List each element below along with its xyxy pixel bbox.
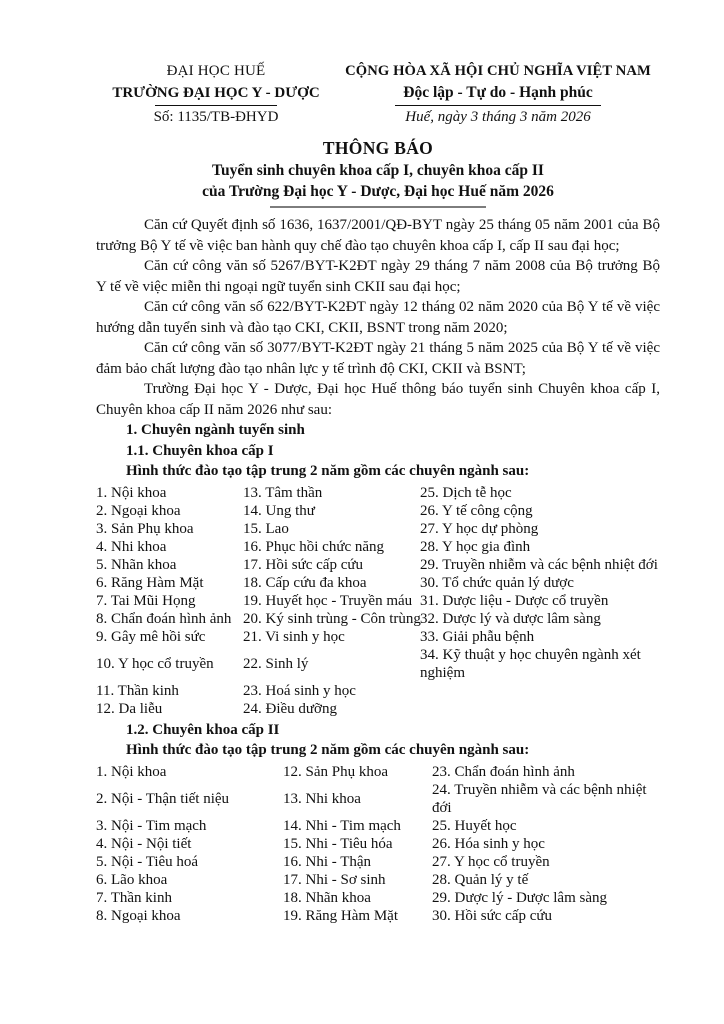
- specialty-item: 4. Nhi khoa: [96, 538, 167, 555]
- legal-basis-paragraph-4: Căn cứ công văn số 3077/BYT-K2ĐT ngày 21 tháng 5 năm 2025 của Bộ Y tế về việc đảm bảo chất lượng đào tạo nhân lực y tế trình độ CKI, CKII và BSNT;: [96, 340, 660, 377]
- specialty-item: 18. Cấp cứu đa khoa: [243, 574, 367, 591]
- document-number: Số: 1135/TB-ĐHYD: [153, 109, 279, 125]
- specialty-row: [96, 682, 660, 700]
- specialty-item: 10. Y học cổ truyền: [96, 655, 214, 672]
- section-1-1-heading: 1.1. Chuyên khoa cấp I: [126, 442, 274, 459]
- document-header: [96, 60, 660, 127]
- specialty-item: 27. Y học dự phòng: [420, 520, 539, 537]
- specialty-row: [96, 907, 660, 925]
- specialty-item: 4. Nội - Nội tiết: [96, 835, 192, 852]
- cki-specialties-list: [96, 484, 660, 718]
- specialty-row: [96, 610, 660, 628]
- specialty-item: 19. Răng Hàm Mặt: [283, 907, 398, 924]
- national-motto: Độc lập - Tự do - Hạnh phúc: [403, 84, 593, 101]
- specialty-item: 2. Ngoại khoa: [96, 502, 181, 519]
- org-name-underline: [155, 105, 277, 106]
- specialty-row: [96, 646, 660, 682]
- specialty-item: 18. Nhãn khoa: [283, 889, 371, 906]
- specialty-row: [96, 592, 660, 610]
- specialty-row: [96, 853, 660, 871]
- specialty-item: 30. Hồi sức cấp cứu: [432, 907, 552, 924]
- specialty-item: 28. Quản lý y tế: [432, 871, 529, 888]
- legal-basis-paragraph-1: Căn cứ Quyết định số 1636, 1637/2001/QĐ-BYT ngày 25 tháng 05 năm 2001 của Bộ trưởng Bộ Y tế về việc ban hành quy chế đào tạo chuyên khoa cấp I, cấp II sau đại học;: [96, 217, 660, 254]
- specialty-row: [96, 889, 660, 907]
- section-1-2-heading: 1.2. Chuyên khoa cấp II: [126, 721, 280, 738]
- document-title: THÔNG BÁO: [322, 138, 434, 158]
- specialty-row: [96, 835, 660, 853]
- title-separator-rule: [270, 206, 486, 208]
- specialty-row: [96, 871, 660, 889]
- document-subtitle-line1: Tuyển sinh chuyên khoa cấp I, chuyên khoa cấp II: [212, 162, 544, 179]
- specialty-item: 23. Hoá sinh y học: [243, 682, 356, 699]
- specialty-item: 23. Chẩn đoán hình ảnh: [432, 763, 575, 780]
- specialty-item: 16. Nhi - Thận: [283, 853, 372, 870]
- org-parent-name: ĐẠI HỌC HUẾ: [166, 63, 266, 79]
- document-title-block: [96, 136, 660, 208]
- document-subtitle-line2: của Trường Đại học Y - Dược, Đại học Huế năm 2026: [202, 183, 554, 200]
- place-and-date: Huế, ngày 3 tháng 3 năm 2026: [405, 109, 591, 125]
- specialty-item: 6. Lão khoa: [96, 871, 168, 888]
- specialty-row: [96, 520, 660, 538]
- specialty-item: 25. Dịch tễ học: [420, 484, 512, 501]
- specialty-item: 27. Y học cổ truyền: [432, 853, 550, 870]
- specialty-row: [96, 781, 660, 817]
- specialty-item: 2. Nội - Thận tiết niệu: [96, 790, 230, 807]
- specialty-row: [96, 556, 660, 574]
- specialty-item: 9. Gây mê hồi sức: [96, 628, 206, 645]
- specialty-item: 29. Dược lý - Dược lâm sàng: [432, 889, 608, 906]
- specialty-row: [96, 502, 660, 520]
- motto-underline: [395, 105, 601, 106]
- specialty-item: 7. Thần kinh: [96, 889, 172, 906]
- section-1-heading: 1. Chuyên ngành tuyển sinh: [126, 422, 305, 439]
- specialty-item: 3. Sản Phụ khoa: [96, 520, 194, 537]
- specialty-row: [96, 763, 660, 781]
- specialty-item: 28. Y học gia đình: [420, 538, 531, 555]
- specialty-item: 33. Giải phẫu bệnh: [420, 628, 535, 645]
- specialty-item: 5. Nhãn khoa: [96, 556, 177, 573]
- specialty-item: 31. Dược liệu - Dược cổ truyền: [420, 592, 609, 609]
- specialty-item: 13. Tâm thần: [243, 484, 323, 501]
- ckii-intro-line: Hình thức đào tạo tập trung 2 năm gồm các chuyên ngành sau:: [126, 742, 530, 759]
- specialty-row: [96, 817, 660, 835]
- specialty-row: [96, 628, 660, 646]
- specialty-item: 8. Chẩn đoán hình ảnh: [96, 610, 232, 627]
- national-header-block: [336, 60, 660, 127]
- specialty-item: 20. Ký sinh trùng - Côn trùng: [243, 610, 421, 627]
- specialty-item: 30. Tổ chức quản lý dược: [420, 574, 574, 591]
- specialty-item: 12. Da liễu: [96, 700, 163, 717]
- announcement-intro-paragraph: Trường Đại học Y - Dược, Đại học Huế thông báo tuyển sinh Chuyên khoa cấp I, Chuyên khoa cấp II năm 2026 như sau:: [96, 381, 660, 418]
- specialty-item: 15. Nhi - Tiêu hóa: [283, 835, 393, 852]
- issuing-org-block: [96, 60, 336, 127]
- specialty-row: [96, 700, 660, 718]
- specialty-row: [96, 574, 660, 592]
- specialty-item: 26. Y tế công cộng: [420, 502, 533, 519]
- specialty-item: 24. Truyền nhiễm và các bệnh nhiệt đới: [432, 781, 647, 816]
- specialty-item: 13. Nhi khoa: [283, 790, 361, 807]
- specialty-item: 14. Ung thư: [243, 502, 315, 519]
- document-body: [96, 215, 660, 925]
- specialty-item: 26. Hóa sinh y học: [432, 835, 545, 852]
- specialty-row: [96, 484, 660, 502]
- specialty-item: 29. Truyền nhiễm và các bệnh nhiệt đới: [420, 556, 658, 573]
- specialty-item: 6. Răng Hàm Mặt: [96, 574, 204, 591]
- specialty-item: 17. Nhi - Sơ sinh: [283, 871, 386, 888]
- specialty-item: 5. Nội - Tiêu hoá: [96, 853, 199, 870]
- specialty-item: 19. Huyết học - Truyền máu: [243, 592, 413, 609]
- specialty-item: 21. Vi sinh y học: [243, 628, 345, 645]
- legal-basis-paragraph-3: Căn cứ công văn số 622/BYT-K2ĐT ngày 12 tháng 02 năm 2020 của Bộ Y tế về việc hướng dẫn tuyển sinh và đào tạo CKI, CKII, BSNT trong năm 2020;: [96, 299, 660, 336]
- specialty-item: 32. Dược lý và dược lâm sàng: [420, 610, 601, 627]
- specialty-item: 8. Ngoại khoa: [96, 907, 181, 924]
- specialty-item: 1. Nội khoa: [96, 484, 167, 501]
- specialty-item: 12. Sản Phụ khoa: [283, 763, 388, 780]
- org-name: TRƯỜNG ĐẠI HỌC Y - DƯỢC: [112, 85, 320, 101]
- specialty-item: 7. Tai Mũi Họng: [96, 592, 196, 609]
- ckii-specialties-list: [96, 763, 660, 925]
- specialty-item: 22. Sinh lý: [243, 655, 309, 672]
- specialty-item: 34. Kỹ thuật y học chuyên ngành xét nghiệm: [420, 646, 641, 681]
- country-title: CỘNG HÒA XÃ HỘI CHỦ NGHĨA VIỆT NAM: [345, 63, 651, 79]
- specialty-item: 17. Hồi sức cấp cứu: [243, 556, 363, 573]
- cki-intro-line: Hình thức đào tạo tập trung 2 năm gồm các chuyên ngành sau:: [126, 463, 530, 480]
- specialty-item: 3. Nội - Tim mạch: [96, 817, 207, 834]
- specialty-item: 15. Lao: [243, 520, 289, 537]
- specialty-item: 11. Thần kinh: [96, 682, 179, 699]
- specialty-item: 16. Phục hồi chức năng: [243, 538, 385, 555]
- specialty-item: 14. Nhi - Tim mạch: [283, 817, 401, 834]
- specialty-item: 24. Điều dưỡng: [243, 700, 337, 717]
- specialty-item: 25. Huyết học: [432, 817, 517, 834]
- specialty-item: 1. Nội khoa: [96, 763, 167, 780]
- legal-basis-paragraph-2: Căn cứ công văn số 5267/BYT-K2ĐT ngày 29 tháng 7 năm 2008 của Bộ trưởng Bộ Y tế về việc miễn thi ngoại ngữ tuyển sinh CKII sau đại học;: [96, 258, 660, 295]
- specialty-row: [96, 538, 660, 556]
